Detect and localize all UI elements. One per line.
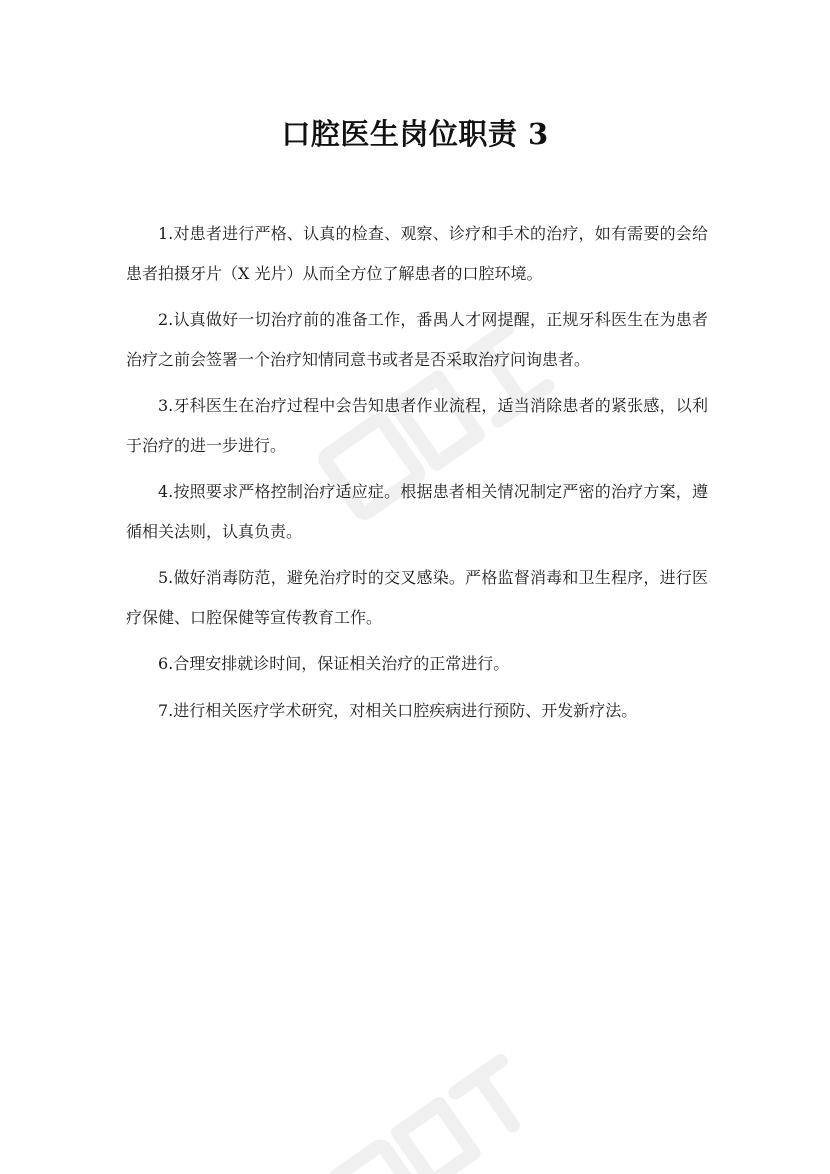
paragraph-duty-6: 6.合理安排就诊时间，保证相关治疗的正常进行。 [158,654,510,673]
paragraph-duty-2: 2.认真做好一切治疗前的准备工作，番禺人才网提醒，正规牙科医生在为患者治疗之前会签署一个治疗知情同意书或者是否采取治疗问询患者。 [126,310,708,369]
paragraph-duty-3: 3.牙科医生在治疗过程中会告知患者作业流程，适当消除患者的紧张感，以利于治疗的进一步进行。 [126,396,708,455]
document-body [126,214,708,737]
paragraph-duty-5: 5.做好消毒防范，避免治疗时的交叉感染。严格监督消毒和卫生程序，进行医疗保健、口腔保健等宣传教育工作。 [126,568,708,627]
document-title: 口腔医生岗位职责 3 [281,117,549,151]
paragraph-duty-7: 7.进行相关医疗学术研究，对相关口腔疾病进行预防、开发新疗法。 [158,700,638,720]
paragraph-duty-4: 4.按照要求严格控制治疗适应症。根据患者相关情况制定严密的治疗方案，遵循相关法则，认真负责。 [126,482,708,541]
paragraph-duty-1: 1.对患者进行严格、认真的检查、观察、诊疗和手术的治疗，如有需要的会给患者拍摄牙片（X 光片）从而全方位了解患者的口腔环境。 [126,224,708,283]
